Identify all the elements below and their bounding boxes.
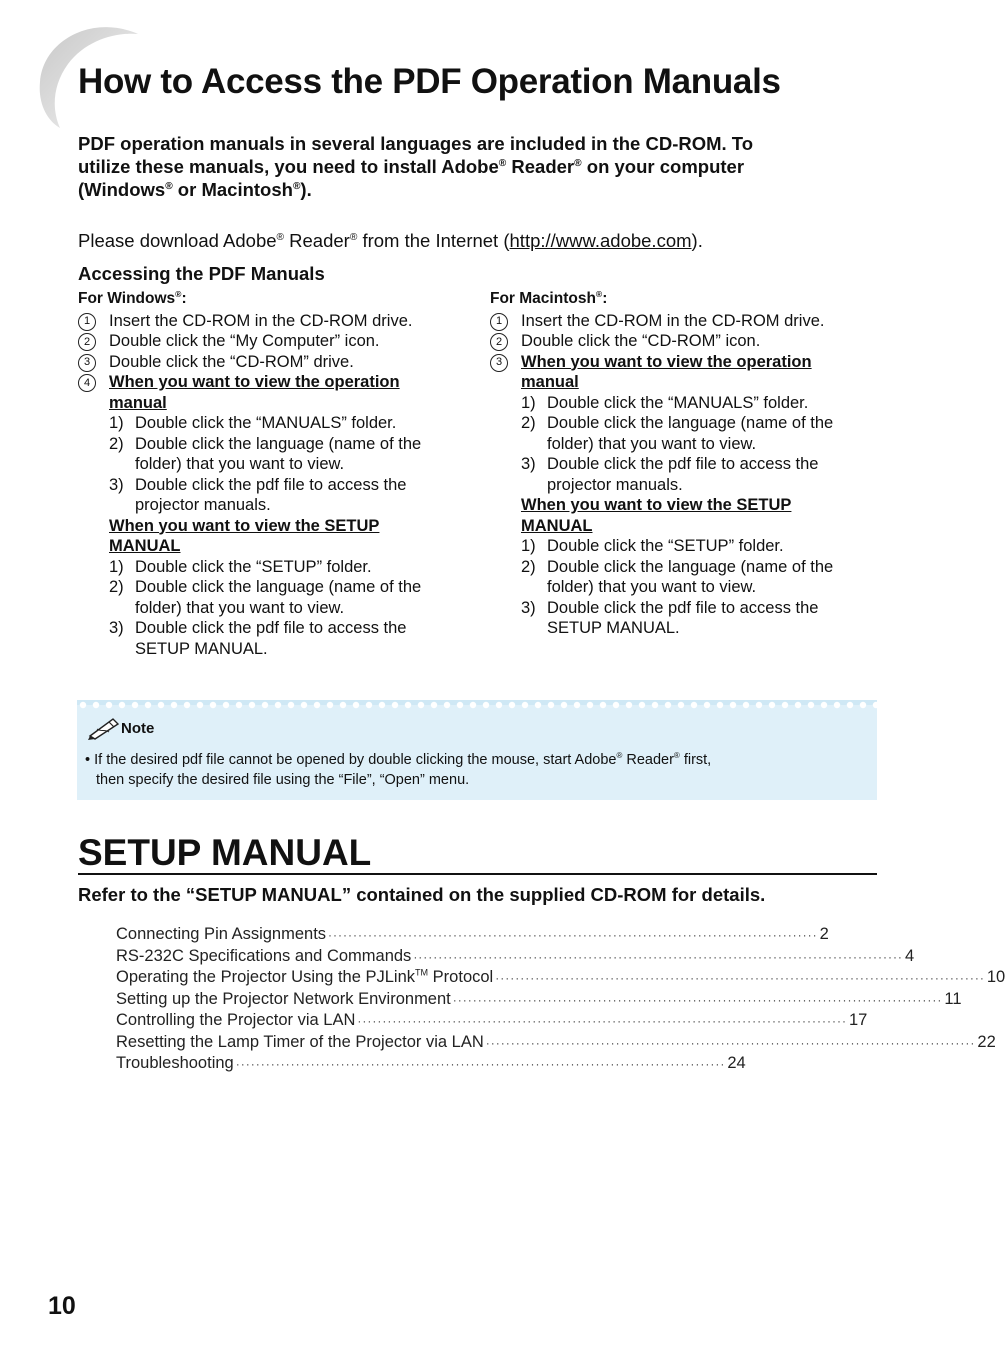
note-border-dot xyxy=(132,702,138,708)
list-item: 1) Double click the “SETUP” folder. xyxy=(521,537,784,555)
list-item: 2) Double click the language (name of the folder) that you want to view. xyxy=(521,557,834,596)
note-border-dot xyxy=(743,702,749,708)
list-item: 2) Double click the language (name of the folder) that you want to view. xyxy=(521,414,834,453)
note-border-dot xyxy=(691,702,697,708)
title-rule-divider xyxy=(78,873,877,875)
note-border-dot xyxy=(496,702,502,708)
note-border-dot xyxy=(509,702,515,708)
list-item: 1) Double click the “MANUALS” folder. xyxy=(109,414,397,432)
windows-manual-steps xyxy=(109,413,468,516)
note-border-dot xyxy=(678,702,684,708)
note-border-dot xyxy=(93,702,99,708)
note-border-dot xyxy=(704,702,710,708)
note-border-dot xyxy=(275,702,281,708)
toc-row: Operating the Projector Using the PJLink™ Protocol ·································································································· 10 xyxy=(116,967,1005,986)
windows-step-2: 2 Double click the “My Computer” icon. xyxy=(78,331,468,352)
intro-paragraph: PDF operation manuals in several languages are included in the CD-ROM. To utilize these manuals, you need to install Adobe® Reader® on your computer (Windows® or Macintosh®). xyxy=(78,133,754,200)
windows-step-1: 1 Insert the CD-ROM in the CD-ROM drive. xyxy=(78,311,468,332)
note-border-dot xyxy=(327,702,333,708)
note-border-dot xyxy=(158,702,164,708)
note-border-dot xyxy=(548,702,554,708)
note-border-dot xyxy=(366,702,372,708)
step-number-circle: 1 xyxy=(78,313,96,331)
list-item: 1) Double click the “SETUP” folder. xyxy=(109,557,372,576)
mac-title: For Macintosh®: xyxy=(490,288,608,307)
download-instruction: Please download Adobe® Reader® from the Internet (http://www.adobe.com). xyxy=(78,230,703,251)
note-border-dot xyxy=(795,702,801,708)
note-border-dot xyxy=(730,702,736,708)
page-title: How to Access the PDF Operation Manuals xyxy=(78,62,781,101)
mac-setup-steps xyxy=(521,536,880,639)
note-border-dot xyxy=(249,702,255,708)
note-border-dot xyxy=(626,702,632,708)
note-border-dot xyxy=(821,702,827,708)
windows-step-4 xyxy=(78,372,468,659)
windows-setup-steps xyxy=(109,557,468,660)
note-border-dot xyxy=(639,702,645,708)
toc-row: Setting up the Projector Network Environment ·································································································· 11 xyxy=(116,989,962,1008)
note-border-dot xyxy=(236,702,242,708)
list-item: 2) Double click the language (name of the folder) that you want to view. xyxy=(109,578,422,617)
note-border-dot xyxy=(119,702,125,708)
toc-row: Resetting the Lamp Timer of the Projector via LAN ·································································································· 22 xyxy=(116,1032,996,1051)
step-number-circle: 2 xyxy=(78,333,96,351)
mac-step-3 xyxy=(490,352,880,639)
list-item: 3) Double click the pdf file to access the projector manuals. xyxy=(521,455,819,494)
pencil-icon xyxy=(87,716,121,740)
note-border-dot xyxy=(418,702,424,708)
mac-manual-heading: When you want to view the operation manual xyxy=(521,352,812,391)
note-border-dot xyxy=(873,702,879,708)
mac-step-2: 2 Double click the “CD-ROM” icon. xyxy=(490,331,880,352)
adobe-link[interactable]: http://www.adobe.com xyxy=(509,230,692,251)
note-border-dot xyxy=(340,702,346,708)
note-border-dot xyxy=(561,702,567,708)
note-dotted-border xyxy=(77,700,877,712)
note-heading: Note xyxy=(87,716,154,740)
note-border-dot xyxy=(834,702,840,708)
mac-column xyxy=(490,289,880,639)
note-border-dot xyxy=(301,702,307,708)
list-item: 1) Double click the “MANUALS” folder. xyxy=(521,393,809,412)
note-border-dot xyxy=(145,702,151,708)
windows-title: For Windows®: xyxy=(78,288,187,307)
note-border-dot xyxy=(80,702,86,708)
note-border-dot xyxy=(600,702,606,708)
note-border-dot xyxy=(197,702,203,708)
toc-row: RS-232C Specifications and Commands ·································································································· 4 xyxy=(116,946,915,965)
list-item: 3) Double click the pdf file to access the projector manuals. xyxy=(109,475,407,514)
note-border-dot xyxy=(405,702,411,708)
toc-row: Troubleshooting ·································································································· 24 xyxy=(116,1054,746,1072)
list-item: 2) Double click the language (name of the folder) that you want to view. xyxy=(109,434,422,473)
note-border-dot xyxy=(522,702,528,708)
step-number-circle: 3 xyxy=(78,354,96,372)
note-border-dot xyxy=(171,702,177,708)
note-border-dot xyxy=(587,702,593,708)
step-number-circle: 3 xyxy=(490,354,508,372)
note-border-dot xyxy=(314,702,320,708)
windows-column xyxy=(78,289,468,659)
mac-setup-heading: When you want to view the SETUP MANUAL xyxy=(521,496,792,535)
mac-manual-steps xyxy=(521,393,880,496)
step-number-circle: 2 xyxy=(490,333,508,351)
list-item: 3) Double click the pdf file to access the SETUP MANUAL. xyxy=(109,619,407,658)
note-border-dot xyxy=(808,702,814,708)
windows-setup-heading: When you want to view the SETUP MANUAL xyxy=(109,516,380,555)
note-text: • If the desired pdf file cannot be opened by double clicking the mouse, start Adobe® Reader® first, then specify the desired file using the “File”, “Open” menu. xyxy=(85,751,712,788)
note-box xyxy=(77,700,877,800)
windows-manual-heading: When you want to view the operation manual xyxy=(109,373,400,412)
setup-toc xyxy=(116,924,1005,1075)
setup-refer-text: Refer to the “SETUP MANUAL” contained on the supplied CD-ROM for details. xyxy=(78,884,766,905)
toc-row: Connecting Pin Assignments ·································································································· 2 xyxy=(116,925,829,943)
toc-row: Controlling the Projector via LAN ·································································································· 17 xyxy=(116,1011,868,1029)
page-number: 10 xyxy=(48,1292,76,1320)
mac-step-1: 1 Insert the CD-ROM in the CD-ROM drive. xyxy=(490,311,880,332)
note-border-dot xyxy=(210,702,216,708)
note-border-dot xyxy=(223,702,229,708)
windows-step-3: 3 Double click the “CD-ROM” drive. xyxy=(78,352,468,373)
note-border-dot xyxy=(392,702,398,708)
note-border-dot xyxy=(431,702,437,708)
note-border-dot xyxy=(665,702,671,708)
note-border-dot xyxy=(769,702,775,708)
note-border-dot xyxy=(353,702,359,708)
note-border-dot xyxy=(652,702,658,708)
note-border-dot xyxy=(847,702,853,708)
note-border-dot xyxy=(756,702,762,708)
note-border-dot xyxy=(574,702,580,708)
note-border-dot xyxy=(782,702,788,708)
note-border-dot xyxy=(470,702,476,708)
step-number-circle: 1 xyxy=(490,313,508,331)
accessing-heading: Accessing the PDF Manuals xyxy=(78,263,325,284)
setup-manual-title: SETUP MANUAL xyxy=(78,832,372,873)
note-border-dot xyxy=(379,702,385,708)
step-number-circle: 4 xyxy=(78,374,96,392)
note-border-dot xyxy=(106,702,112,708)
list-item: 3) Double click the pdf file to access the SETUP MANUAL. xyxy=(521,598,819,637)
note-border-dot xyxy=(483,702,489,708)
note-border-dot xyxy=(457,702,463,708)
note-border-dot xyxy=(535,702,541,708)
note-border-dot xyxy=(288,702,294,708)
note-border-dot xyxy=(444,702,450,708)
note-border-dot xyxy=(262,702,268,708)
note-border-dot xyxy=(613,702,619,708)
note-border-dot xyxy=(717,702,723,708)
note-border-dot xyxy=(184,702,190,708)
note-border-dot xyxy=(860,702,866,708)
